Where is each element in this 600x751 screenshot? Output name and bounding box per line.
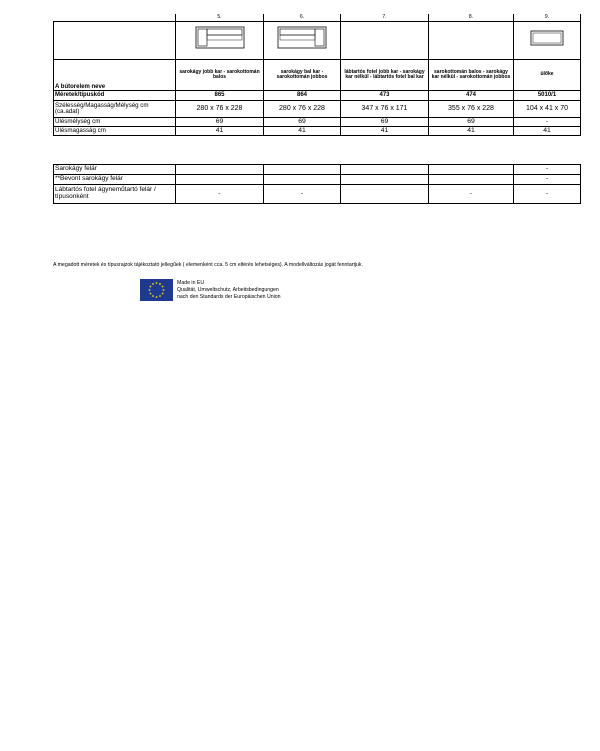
drawing-cell xyxy=(429,22,514,60)
item-name: sarokottomán balos - sarokágy kar nélkül - sarokottomán jobbos xyxy=(429,60,514,91)
pouf-drawing xyxy=(530,30,564,46)
corner-sofa-left-drawing xyxy=(277,26,327,50)
item-code: 474 xyxy=(429,91,514,101)
row-label: Sarokágy felár xyxy=(54,165,176,175)
item-name: ülőke xyxy=(514,60,581,91)
surcharge-value: - xyxy=(514,185,581,204)
drawing-row xyxy=(54,22,581,60)
item-dimensions: 104 x 41 x 70 xyxy=(514,101,581,118)
row-label: Méretek/típuskód xyxy=(54,91,176,101)
drawing-cell xyxy=(514,22,581,60)
eu-line: Made in EU xyxy=(177,280,205,286)
drawing-label-cell xyxy=(54,22,176,60)
drawing-cell xyxy=(264,22,341,60)
item-dimensions: 355 x 76 x 228 xyxy=(429,101,514,118)
disclaimer-note: A megadott méretek és típusrajzok tájékoztató jellegűek ( elemenként cca. 5 cm eltérés lehetséges). A modellváltozás jogát fenntartjuk. xyxy=(53,262,363,268)
column-number: 7. xyxy=(341,14,429,22)
item-code: 5010/1 xyxy=(514,91,581,101)
column-number: 5. xyxy=(176,14,264,22)
surcharge-value: - xyxy=(514,175,581,185)
item-seat-depth: 69 xyxy=(264,118,341,127)
eu-flag-icon xyxy=(140,279,173,301)
item-name: lábtartós fotel jobb kar - sarokágy kar nélkül - lábtartós fotel bal kar xyxy=(341,60,429,91)
surcharge-value: - xyxy=(264,185,341,204)
column-number: 9. xyxy=(514,14,581,22)
pulled-corner-bed-surcharge-row xyxy=(54,175,581,185)
item-seat-depth: 69 xyxy=(176,118,264,127)
surcharge-value xyxy=(264,175,341,185)
surcharge-value xyxy=(264,165,341,175)
eu-text xyxy=(177,280,281,301)
row-label: Szélesség/Magasság/Mélység cm (ca.adat) xyxy=(54,101,176,118)
item-name: sarokágy bal kar - sarokottomán jobbos xyxy=(264,60,341,91)
column-number: 6. xyxy=(264,14,341,22)
item-dimensions: 280 x 76 x 228 xyxy=(176,101,264,118)
item-seat-depth: 69 xyxy=(341,118,429,127)
row-label: **Bevont sarokágy felár xyxy=(54,175,176,185)
corner-bed-surcharge-row xyxy=(54,165,581,175)
eu-line: nach den Standards der Europäischen Union xyxy=(177,294,281,300)
surcharge-value xyxy=(341,175,429,185)
corner-cell xyxy=(54,14,176,22)
item-seat-depth: 69 xyxy=(429,118,514,127)
item-seat-height: 41 xyxy=(429,127,514,136)
spec-table xyxy=(53,14,581,136)
item-name: sarokágy jobb kar - sarokottomán balos xyxy=(176,60,264,91)
seat-height-row xyxy=(54,127,581,136)
code-row xyxy=(54,91,581,101)
surcharge-value xyxy=(176,175,264,185)
surcharge-value: - xyxy=(429,185,514,204)
row-label: A bútorelem neve xyxy=(54,60,176,91)
row-label: Ülésmélység cm xyxy=(54,118,176,127)
item-seat-height: 41 xyxy=(176,127,264,136)
surcharge-value xyxy=(341,165,429,175)
item-seat-height: 41 xyxy=(514,127,581,136)
seat-depth-row xyxy=(54,118,581,127)
surcharge-value xyxy=(341,185,429,204)
item-dimensions: 347 x 76 x 171 xyxy=(341,101,429,118)
surcharge-value: - xyxy=(176,185,264,204)
surcharge-value xyxy=(429,165,514,175)
surcharge-table xyxy=(53,164,581,204)
column-number: 8. xyxy=(429,14,514,22)
item-code: 864 xyxy=(264,91,341,101)
dimensions-row xyxy=(54,101,581,118)
item-seat-height: 41 xyxy=(264,127,341,136)
drawing-cell xyxy=(341,22,429,60)
surcharge-value: - xyxy=(514,165,581,175)
lazy-chair-surcharge-row xyxy=(54,185,581,204)
item-code: 865 xyxy=(176,91,264,101)
row-label: Lábtartós fotel ágynemůtartó felár / típusonként xyxy=(54,185,176,204)
item-code: 473 xyxy=(341,91,429,101)
item-seat-height: 41 xyxy=(341,127,429,136)
item-seat-depth: - xyxy=(514,118,581,127)
corner-sofa-right-drawing xyxy=(195,26,245,50)
surcharge-value xyxy=(176,165,264,175)
name-row xyxy=(54,60,581,91)
column-number-row xyxy=(54,14,581,22)
drawing-cell xyxy=(176,22,264,60)
row-label: Ülésmagasság cm xyxy=(54,127,176,136)
item-dimensions: 280 x 76 x 228 xyxy=(264,101,341,118)
eu-line: Qualität, Umweltschutz, Arbeitsbedingungen xyxy=(177,287,279,293)
surcharge-value xyxy=(429,175,514,185)
